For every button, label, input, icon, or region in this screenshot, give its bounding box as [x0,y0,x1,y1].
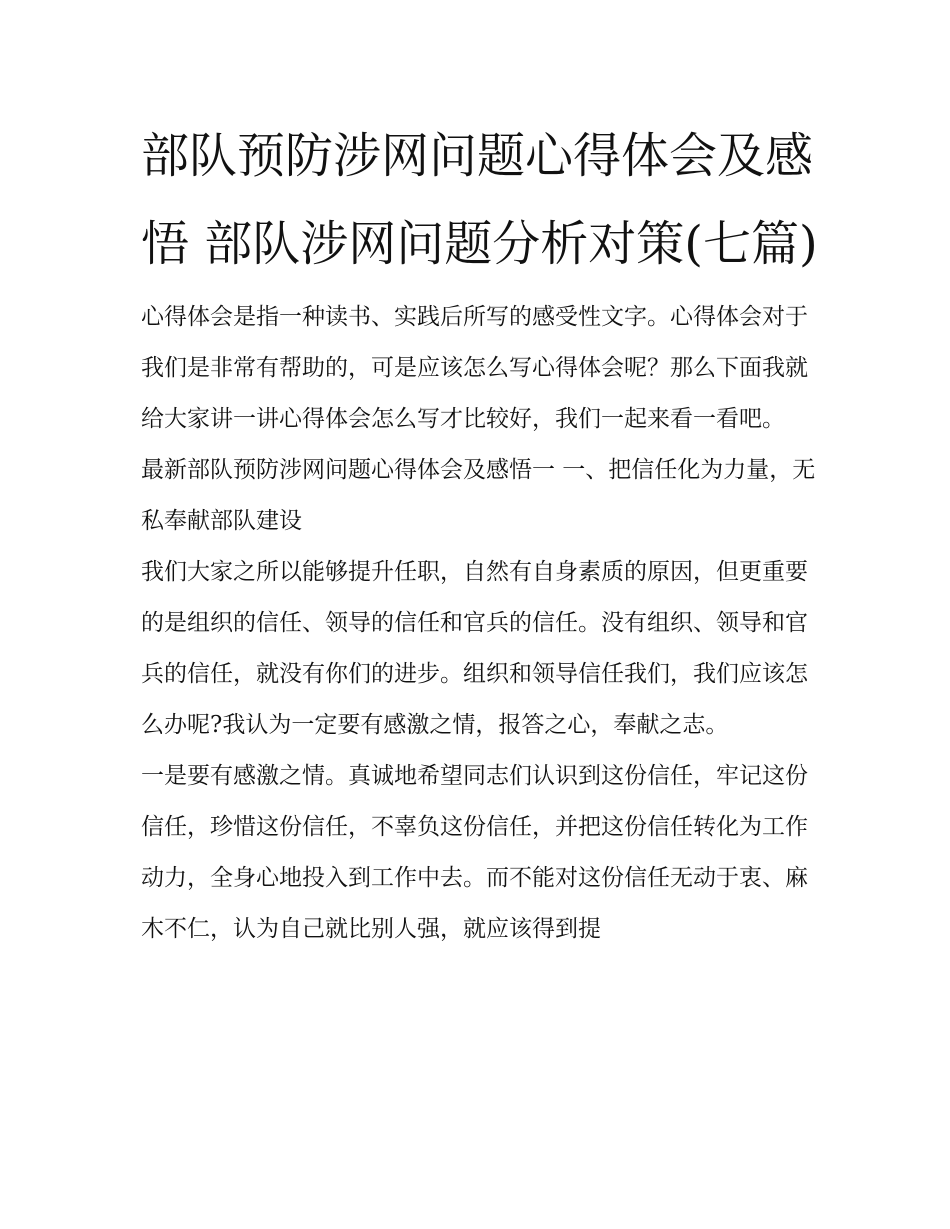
paragraph-section-heading: 最新部队预防涉网问题心得体会及感悟一 一、把信任化为力量，无私奉献部队建设 [141,457,816,534]
paragraph-gratitude: 一是要有感激之情。真诚地希望同志们认识到这份信任，牢记这份信任，珍惜这份信任，不辜负这份信任，并把这份信任转化为工作动力，全身心地投入到工作中去。而不能对这份信任无动于衷、麻木不仁，认为自己就比别人强，就应该得到提 [141,763,808,942]
document-body [141,112,821,955]
document-title: 部队预防涉网问题心得体会及感悟 部队涉网问题分析对策(七篇) [141,128,818,272]
paragraph-trust: 我们大家之所以能够提升任职，自然有自身素质的原因，但更重要的是组织的信任、领导的信任和官兵的信任。没有组织、领导和官兵的信任，就没有你们的进步。组织和领导信任我们，我们应该怎么办呢?我认为一定要有感激之情，报答之心，奉献之志。 [141,559,808,738]
paragraph-intro: 心得体会是指一种读书、实践后所写的感受性文字。心得体会对于我们是非常有帮助的，可是应该怎么写心得体会呢？那么下面我就给大家讲一讲心得体会怎么写才比较好，我们一起来看一看吧。 [141,304,808,432]
